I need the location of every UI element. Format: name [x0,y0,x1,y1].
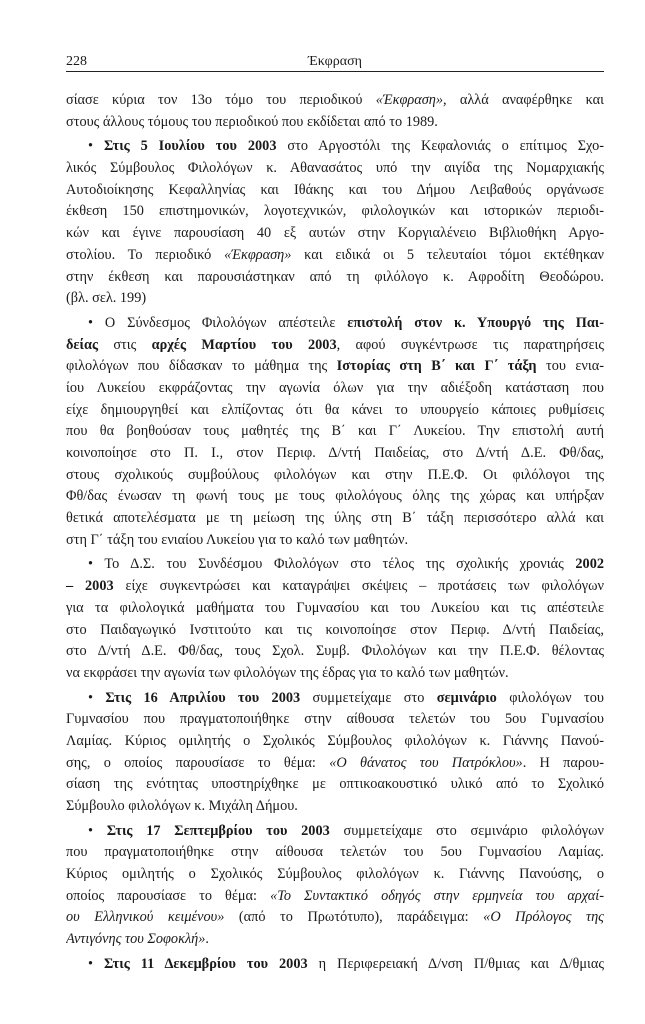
text-run: φιλολόγων που δίδασκαν το μάθημα της [66,358,337,375]
text-run: (βλ. σελ. 199) [66,290,147,307]
text-run: έκθεση 150 επιστημονικών, λογοτεχνικών, φιλολογικών και ιστορικών περιοδι- [66,203,604,220]
text-run: κοινοποίησε στο Π. Ι., στον Περιφ. Δ/ντή Παιδείας, στο Δ/ντή Δ.Ε. Φθ/δας, [66,445,604,461]
text-line [66,954,604,976]
text-line [66,443,604,465]
text-run: , αφού συγκέντρωσε τις παρατηρήσεις [336,336,604,353]
text-run: στις [97,336,152,353]
text-run: στο Παιδαγωγικό Ινστιτούτο και τις κοινοποίησε στον Περιφ. Δ/ντή Παιδείας, [66,621,604,638]
bold-text: Ιστορίας στη Β΄ και Γ΄ τάξη [336,358,537,375]
text-line [66,136,604,158]
text-line [66,313,604,335]
text-line [66,486,604,508]
bold-text: αρχές Μαρτίου του 2003 [151,336,337,353]
text-line [66,663,604,685]
text-run: στο Αργοστόλι της Κεφαλονιάς ο επίτιμος Σχο- [276,138,604,155]
text-run: του ενια- [536,358,604,375]
text-line [66,356,604,378]
text-line [66,400,604,422]
text-run: είχε συγκεντρώσει και καταγράψει σκέψεις – προτάσεις των φιλολόγων [113,578,604,595]
text-run: • Το Δ.Σ. του Συνδέσμου Φιλολόγων στο τέλος της σχολικής χρονιάς [88,556,576,573]
text-run: (από το Πρωτότυπο), παράδειγμα: [224,909,484,926]
text-run: • [88,138,104,155]
text-run: στους σχολικούς συμβούλους φιλολόγων και στην Π.Ε.Φ. Οι φιλόλογοι της [66,466,604,483]
text-line [66,201,604,223]
text-line [66,796,604,818]
text-run: φιλολόγων του [496,689,604,706]
text-line [66,688,604,710]
text-line [66,907,604,929]
text-run: κών και έγινε παρουσίαση 40 εξ αυτών στην Κοργιαλένειο Βιβλιοθήκη Αργο- [66,225,604,242]
text-line [66,90,604,112]
text-run: για τα φιλολογικά μαθήματα του Γυμνασίου και του Λυκείου και τις απέστειλε [66,599,604,616]
text-run: Φθ/δας ένωσαν τη φωνή τους με τους φιλολόγους όλης της χώρας και υπήρξαν [66,488,604,505]
text-run: . Η παρου- [522,754,604,771]
italic-text: «Ο θάνατος του Πατρόκλου» [329,754,523,771]
text-line [66,378,604,400]
text-line [66,709,604,731]
text-run: Αυτοδιοίκησης Κεφαλληνίας και Ιθάκης και του Δήμου Λειβαθούς οργάνωσε [66,181,604,198]
text-line [66,774,604,796]
text-run: συμμετείχαμε στο [300,689,437,706]
italic-text: «Έκφραση» [375,92,444,108]
page-body [66,90,604,976]
text-line [66,753,604,775]
text-line [66,641,604,663]
bold-text: Στις 11 Δεκεμβρίου του 2003 [104,955,308,972]
running-title: Έκφραση [308,54,362,69]
text-run: συμμετείχαμε στο σεμινάριο φιλολόγων [329,822,604,839]
bold-text: επιστολή στον κ. Υπουργό της Παι- [347,314,604,331]
text-run: σης, ο οποίος παρουσίασε το θέμα: [66,754,330,771]
text-line [66,620,604,642]
text-line [66,842,604,864]
text-run: • [88,822,107,839]
bold-text: 2002 [575,556,604,573]
bold-text: σεμινάριο [436,689,497,706]
text-run: στο Δ/ντή Δ.Ε. Φθ/δας, τους Σχολ. Συμβ. Φιλολόγων και την Π.Ε.Φ. θέλοντας [66,643,604,660]
text-line [66,465,604,487]
text-run: στη Γ΄ τάξη του ενιαίου Λυκείου για το καλό των μαθητών. [66,531,409,548]
bold-text: δείας [66,336,98,353]
text-line [66,886,604,908]
italic-text: «Ο Πρόλογος της [483,909,604,926]
text-run: η Περιφερειακή Δ/νση Π/θμιας και Δ/θμιας [307,955,604,972]
text-run: λικός Σύμβουλος Φιλολόγων κ. Αθανασάτος υπό την αιγίδα της Νομαρχιακής [66,160,604,177]
page-number: 228 [66,54,87,69]
bold-text: Στις 5 Ιουλίου του 2003 [103,138,277,155]
header-rule [66,71,604,72]
text-run: είχε δημιουργηθεί και ελπίζοντας ότι θα κάνει το υπουργείο κάποιες ρυθμίσεις [66,401,604,418]
text-run: ίου Λυκείου εκφράζοντας την αγωνία όλων για την αδιέξοδη κατάσταση που [66,379,604,396]
text-run: , αλλά αναφέρθηκε και [443,92,604,108]
text-line [66,267,604,289]
text-run: στους άλλους τόμους του περιοδικού που εκδίδεται από το 1989. [66,113,438,130]
text-run: Σύμβουλο φιλολόγων κ. Μιχάλη Δήμου. [66,798,298,814]
text-run: σίαση της ενότητας υποστηρίχθηκε με οπτικοακουστικό υλικό από το Σχολικό [66,776,604,793]
text-line [66,530,604,552]
italic-text: «Το Συντακτικό οδηγός στην ερμηνεία του αρχαί- [270,887,604,904]
bold-text: Στις 16 Απριλίου του 2003 [105,689,301,706]
text-line [66,335,604,357]
text-line [66,180,604,202]
text-line [66,576,604,598]
italic-text: ου Ελληνικού κειμένου» [66,909,225,926]
text-line [66,223,604,245]
text-line [66,731,604,753]
text-run: θετικά αποτελέσματα με τη μείωση της ύλης στη Β΄ τάξη περισσότερο αλλά και [66,510,604,527]
text-line [66,508,604,530]
italic-text: Αντιγόνης του Σοφοκλή» [66,931,206,948]
text-run: σίασε κύρια τον 13ο τόμο του περιοδικού [66,92,376,108]
text-line [66,158,604,180]
text-line [66,929,604,951]
text-run: στην έκθεση και παρουσιάστηκαν από τη φιλόλογο κ. Αφροδίτη Θεοδώρου. [66,268,604,285]
text-line [66,288,604,310]
text-line [66,245,604,267]
bold-text: – 2003 [66,578,114,595]
text-line [66,821,604,843]
text-run: στολίου. Το περιοδικό [66,246,225,263]
text-run: • [88,689,106,706]
text-run: Γυμνασίου που πραγματοποιήθηκε στην αίθουσα τελετών του 5ου Γυμνασίου [66,711,604,728]
text-run: που θα βοηθούσαν τους μαθητές της Β΄ και Γ΄ Λυκείου. Την επιστολή αυτή [66,423,604,440]
text-run: • [88,955,105,972]
text-line [66,112,604,134]
text-line [66,554,604,576]
text-line [66,421,604,443]
bold-text: Στις 17 Σεπτεμβρίου του 2003 [106,822,330,839]
italic-text: «Έκφραση» [224,246,292,263]
text-run: . [205,931,209,948]
text-run: Λαμίας. Κύριος ομιλητής ο Σχολικός Σύμβουλος φιλολόγων κ. Γιάννης Πανού- [66,732,604,749]
text-run: που πραγματοποιήθηκε στην αίθουσα τελετών του 5ου Γυμνασίου Λαμίας. [66,844,604,861]
text-run: να εκφράσει την αγωνία των φιλολόγων της έδρας για το καλό των μαθητών. [66,664,509,681]
text-run: Κύριος ομιλητής ο Σχολικός Σύμβουλος φιλολόγων κ. Γιάννης Πανούσης, ο [66,866,604,883]
text-run: • Ο Σύνδεσμος Φιλολόγων απέστειλε [88,314,348,331]
text-line [66,598,604,620]
text-run: οποίος παρουσίασε το θέμα: [66,887,271,904]
text-run: και ειδικά οι 5 τελευταίοι τόμοι εκτέθηκαν [291,246,604,263]
text-line [66,864,604,886]
